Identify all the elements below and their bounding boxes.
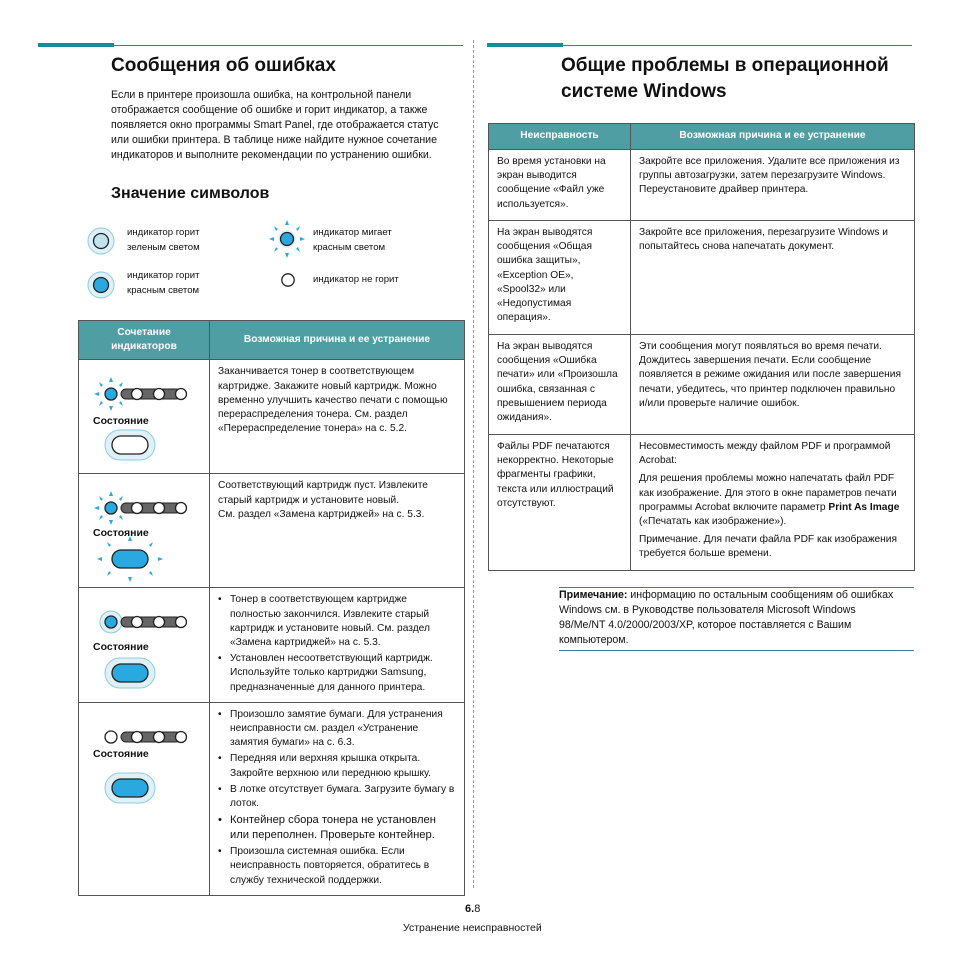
list-item: • Произошло замятие бумаги. Для устранения неисправности см. раздел «Устранение замятия бумаги» на с. 6.3. bbox=[218, 708, 456, 751]
indicator-combo-1 bbox=[79, 360, 210, 474]
problem-cell: На экран выводятся сообщения «Ошибка печати» или «Произошла ошибка, связанная с превышением периода ожидания». bbox=[489, 335, 631, 435]
state-label: Состояние bbox=[93, 641, 149, 654]
right-title-line2: системе Windows bbox=[561, 81, 727, 102]
list-item: • Тонер в соответствующем картридже полностью закончился. Извлеките старый картридж и установите новый. См. раздел «Замена картриджей» на с. 5.3. bbox=[218, 593, 456, 650]
windows-problems-table bbox=[488, 123, 915, 571]
led-red-blink-icon bbox=[268, 219, 306, 259]
solution-p2-text: Для решения проблемы можно напечатать файл PDF как изображение. Для этого в окне параметров печати программы Acrobat включите параметр bbox=[639, 473, 897, 513]
column-divider bbox=[473, 40, 474, 888]
note-text: информацию по остальным сообщениям об ошибках Windows см. в Руководстве пользователя Microsoft Windows 98/Me/NT 4.0/2000/2003/XP, которое поставляется с Вашим компьютером. bbox=[559, 589, 894, 646]
indicator-table bbox=[78, 320, 465, 896]
legend-off: индикатор не горит bbox=[313, 274, 399, 285]
table-row bbox=[79, 474, 465, 588]
solution-cell bbox=[631, 435, 915, 571]
legend-red-blink: индикатор мигает красным светом bbox=[313, 227, 392, 253]
table-row bbox=[489, 150, 915, 221]
list-item: • В лотке отсутствует бумага. Загрузите бумагу в лоток. bbox=[218, 783, 456, 811]
indicator-combo-3 bbox=[79, 588, 210, 702]
table-row bbox=[79, 588, 465, 702]
state-label: Состояние bbox=[93, 415, 149, 428]
solution-cell: Эти сообщения могут появляться во время печати. Дождитесь завершения печати. Если сообщение появляется в режиме ожидания или после завершения печати, убедитесь, что принтер подключен правильно и/или проверьте наличие ошибок. bbox=[631, 335, 915, 435]
option-name: Print As Image bbox=[828, 501, 900, 513]
table-row bbox=[489, 221, 915, 335]
table-row bbox=[79, 702, 465, 895]
list-item: • Произошла системная ошибка. Если неисправность повторяется, обратитесь в службу технической поддержки. bbox=[218, 845, 456, 888]
problem-cell: На экран выводятся сообщения «Общая ошибка защиты», «Exception OE», «Spool32» или «Недопустимая операция». bbox=[489, 221, 631, 335]
cause-cell-3 bbox=[210, 588, 465, 702]
solution-p3: Примечание. Для печати файла PDF как изображения требуется больше времени. bbox=[639, 534, 898, 560]
indicator-combo-4 bbox=[79, 702, 210, 895]
accent-bar-left bbox=[38, 43, 114, 47]
table-row bbox=[489, 335, 915, 435]
cause-cell-1: Заканчивается тонер в соответствующем картридже. Закажите новый картридж. Можно временно улучшить качество печати с помощью перераспределения тонера. См. раздел «Перераспределение тонера» на с. 5.2. bbox=[210, 360, 465, 474]
footer-section: Устранение неисправностей bbox=[403, 922, 542, 934]
page-number bbox=[465, 903, 480, 915]
page-number-rest: 8 bbox=[474, 903, 481, 915]
led-red-on-icon bbox=[86, 270, 116, 300]
state-label: Состояние bbox=[93, 527, 149, 540]
col-header-solution: Возможная причина и ее устранение bbox=[631, 124, 915, 150]
indicator-combo-2 bbox=[79, 474, 210, 588]
solution-p2 bbox=[639, 472, 906, 529]
page-title: Сообщения об ошибках bbox=[111, 55, 336, 76]
list-item: • Контейнер сбора тонера не установлен или переполнен. Проверьте контейнер. bbox=[218, 813, 456, 843]
list-item: • Передняя или верхняя крышка открыта. Закройте верхнюю или переднюю крышку. bbox=[218, 752, 456, 780]
col-header-problem: Неисправность bbox=[489, 124, 631, 150]
cause-ref: См. раздел «Замена картриджей» на с. 5.3. bbox=[218, 508, 425, 520]
state-label: Состояние bbox=[93, 747, 149, 760]
problem-cell: Файлы PDF печатаются некорректно. Некоторые фрагменты графики, текста или иллюстраций отсутствуют. bbox=[489, 435, 631, 571]
cause-cell-2 bbox=[210, 474, 465, 588]
table-row bbox=[79, 360, 465, 474]
symbols-heading: Значение символов bbox=[111, 185, 270, 202]
cause-text: Соответствующий картридж пуст. Извлеките старый картридж и установите новый. bbox=[218, 480, 428, 506]
solution-p2-end: («Печатать как изображение»). bbox=[639, 516, 787, 528]
led-green-on-icon bbox=[86, 226, 116, 256]
legend-red-on: индикатор горит красным светом bbox=[127, 270, 200, 296]
table-row bbox=[489, 435, 915, 571]
solution-p1: Несовместимость между файлом PDF и программой Acrobat: bbox=[639, 441, 891, 467]
page-number-bold: 6. bbox=[465, 903, 475, 915]
right-title-line1: Общие проблемы в операционной bbox=[561, 55, 889, 76]
led-off-icon bbox=[280, 272, 296, 288]
problem-cell: Во время установки на экран выводится сообщение «Файл уже используется». bbox=[489, 150, 631, 221]
cause-cell-4 bbox=[210, 702, 465, 895]
col-header-indicators: Сочетание индикаторов bbox=[79, 321, 210, 360]
solution-cell: Закройте все приложения. Удалите все приложения из группы автозагрузки, затем перезагрузите Windows. Переустановите драйвер принтера. bbox=[631, 150, 915, 221]
right-title bbox=[561, 53, 889, 105]
list-item: • Установлен несоответствующий картридж. Используйте только картриджи Samsung, предназначенные для данного принтера. bbox=[218, 652, 456, 695]
legend-green-on: индикатор горит зеленым светом bbox=[127, 227, 200, 253]
accent-bar-right bbox=[487, 43, 563, 47]
intro-paragraph: Если в принтере произошла ошибка, на контрольной панели отображается сообщение об ошибке и горит индикатор, а также появляется окно программы Smart Panel, где отображается статус или ошибки принтера. В таблице ниже найдите нужное сочетание индикаторов и выполните рекомендации по устранению ошибки. bbox=[111, 89, 439, 161]
note-rule-bottom bbox=[559, 650, 914, 651]
note bbox=[559, 588, 903, 648]
solution-cell: Закройте все приложения, перезагрузите Windows и попытайтесь снова напечатать документ. bbox=[631, 221, 915, 335]
col-header-cause: Возможная причина и ее устранение bbox=[210, 321, 465, 360]
note-label: Примечание: bbox=[559, 589, 628, 601]
